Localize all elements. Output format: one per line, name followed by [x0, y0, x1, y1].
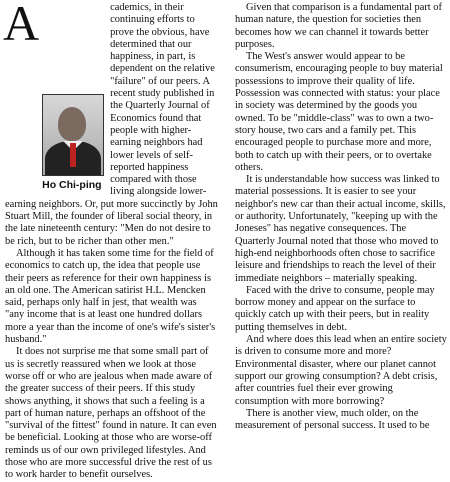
paragraph: Faced with the drive to consume, people may borrow money and appear on the surface to quickly catch up with their peers, but in reality putting themselves in debt. [235, 284, 435, 333]
paragraph: The West's answer would appear to be consumerism, encouraging people to buy material possessions to improve their quality of life. Possession was connected with status: your place in society was determined by the goods you owned. To be "middle-class" was to own a two-story house, two cars and a family pet. This encouraged people to purchase more and more, both to catch up with their peers, or to overtake others. [235, 51, 443, 173]
paragraph: Given that comparison is a fundamental part of human nature, the question for societies then becomes how we can channel it towards better purposes. [235, 2, 442, 50]
right-column [235, 2, 447, 432]
author-photo [42, 94, 104, 176]
author-photo-block [42, 94, 104, 191]
paragraph-text: cademics, in their continuing efforts to prove the obvious, have determined that our happiness, in part, is dependent on the relative "failure" of our peers. A recent study published in the Quarterly Journal of Economics found that people with higher-earning neighbors had lower levels of self-reported happiness compared with those living alongside lower-earning neighbors. Or, put more succinctly by John Stuart Mill, the founder of liberal social theory, in the late nineteenth century: "Men do not desire to be rich, but to be richer than other men." [5, 2, 218, 247]
paragraph: Although it has taken some time for the field of economics to catch up, the idea that people use their peers as reference for their own happiness is an old one. The American satirist H.L. Mencken said, perhaps only half in jest, that wealth was "any income that is at least one hundred dollars more a year than the income of one's wife's sister's husband." [5, 247, 216, 346]
paragraph: It does not surprise me that some small part of us is secretly reassured when we look at those worse off or who are jealous when made aware of the greater success of their peers. If this study shows anything, it shows that such a feeling is a part of human nature, perhaps an offshoot of the "survival of the fittest" found in nature. It can even be beneficial. Looking at those who are worse-off reminds us of our own privileged lifestyles. And those who are more successful drive the rest of us to work harder to benefit ourselves. [5, 346, 217, 481]
paragraph: It is understandable how success was linked to material possessions. It is easier to see your neighbor's new car than their actual income, skills, or authority. Unfortunately, "keeping up with the Joneses" has negative consequences. The Quarterly Journal noted that those who moved to high-end neighborhoods often chose to sacrifice leisure and friendships to reach the level of their immediate neighbors – materially speaking. [235, 174, 446, 284]
left-column [5, 2, 218, 482]
author-byline: Ho Chi-ping [42, 179, 102, 191]
drop-cap: A [3, 0, 40, 51]
paragraph: There is another view, much older, on the measurement of personal success. It used to be [235, 407, 430, 432]
paragraph-intro [5, 2, 218, 248]
paragraph: And where does this lead when an entire society is driven to consume more and more? Environmental disaster, where our planet cannot support our growing consumption? A debt crisis, after countries fuel their ever growing consumption with more borrowing? [235, 334, 447, 407]
